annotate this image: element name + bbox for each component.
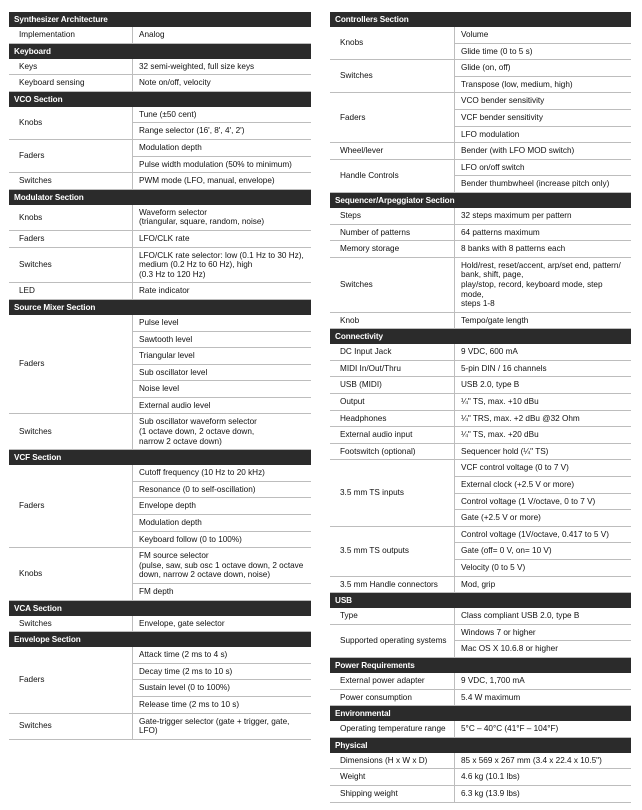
spec-label: Knobs bbox=[330, 27, 455, 60]
spec-value bbox=[133, 283, 312, 300]
spec-label: Faders bbox=[9, 230, 133, 247]
spec-label: Faders bbox=[9, 315, 133, 414]
spec-row bbox=[330, 785, 631, 802]
spec-value bbox=[133, 481, 312, 498]
spec-row bbox=[330, 443, 631, 460]
spec-label: Memory storage bbox=[330, 241, 455, 258]
spec-label: Knobs bbox=[9, 548, 133, 600]
spec-value-line: External audio level bbox=[139, 400, 211, 410]
spec-value-line: Volume bbox=[461, 30, 489, 39]
section-sequencer-arpeggiator-section bbox=[330, 193, 631, 329]
spec-value bbox=[133, 315, 312, 331]
spec-value-line: Control voltage (1 V/octave, 0 to 7 V) bbox=[461, 496, 596, 506]
spec-row bbox=[330, 608, 631, 624]
section-usb bbox=[330, 593, 631, 658]
spec-value bbox=[455, 510, 632, 527]
spec-label: Keyboard sensing bbox=[9, 75, 133, 92]
section-title: Power Requirements bbox=[330, 658, 631, 673]
spec-label: Power consumption bbox=[330, 689, 455, 706]
spec-table bbox=[330, 208, 631, 329]
spec-value bbox=[455, 576, 632, 593]
section-envelope-section bbox=[9, 632, 311, 740]
spec-value-line: 5°C – 40°C (41°F – 104°F) bbox=[461, 724, 559, 734]
spec-value-line: Triangular level bbox=[139, 351, 195, 361]
spec-row bbox=[330, 769, 631, 786]
spec-value-line: bank, shift, page, bbox=[461, 270, 524, 280]
spec-row bbox=[9, 465, 311, 481]
spec-row bbox=[330, 576, 631, 593]
spec-value bbox=[133, 107, 312, 123]
spec-value-line: ¼" TRS, max. +2 dBu @32 Ohm bbox=[461, 413, 580, 423]
spec-row bbox=[9, 139, 311, 156]
spec-value bbox=[455, 560, 632, 577]
spec-label: External audio input bbox=[330, 427, 455, 444]
section-title: VCF Section bbox=[9, 450, 311, 465]
spec-value-line: Pulse width modulation (50% to minimum) bbox=[139, 159, 292, 169]
spec-label: Switches bbox=[9, 414, 133, 450]
spec-value bbox=[133, 663, 312, 680]
spec-value bbox=[455, 241, 632, 258]
spec-value bbox=[133, 531, 312, 548]
spec-label: Faders bbox=[9, 647, 133, 713]
section-title: VCO Section bbox=[9, 92, 311, 107]
spec-table bbox=[9, 107, 311, 190]
spec-value bbox=[455, 493, 632, 510]
spec-row bbox=[9, 315, 311, 331]
spec-value-line: 64 patterns maximum bbox=[461, 227, 540, 237]
spec-value-line: Sub oscillator waveform selector bbox=[139, 417, 257, 427]
section-title: Physical bbox=[330, 738, 631, 753]
spec-row bbox=[330, 460, 631, 477]
spec-label: Supported operating systems bbox=[330, 624, 455, 657]
section-title: Synthesizer Architecture bbox=[9, 12, 311, 27]
spec-value bbox=[133, 173, 312, 190]
spec-label: 3.5 mm TS outputs bbox=[330, 526, 455, 576]
spec-table bbox=[330, 344, 631, 593]
spec-label: MIDI In/Out/Thru bbox=[330, 360, 455, 377]
spec-value-line: VCO bender sensitivity bbox=[461, 96, 545, 106]
spec-value bbox=[133, 123, 312, 140]
spec-label: Faders bbox=[9, 465, 133, 547]
spec-value bbox=[133, 364, 312, 381]
spec-value-line: Velocity (0 to 5 V) bbox=[461, 563, 526, 572]
spec-value bbox=[455, 753, 632, 769]
spec-row bbox=[9, 616, 311, 632]
spec-value-line: 6.3 kg (13.9 lbs) bbox=[461, 788, 520, 798]
spec-value-line: (triangular, square, random, noise) bbox=[139, 217, 265, 227]
spec-label: Handle Controls bbox=[330, 159, 455, 192]
spec-value-line: Pulse level bbox=[139, 317, 179, 327]
spec-value bbox=[133, 397, 312, 414]
spec-value bbox=[455, 93, 632, 110]
section-title: Source Mixer Section bbox=[9, 300, 311, 315]
spec-value-line: Tempo/gate length bbox=[461, 315, 529, 325]
spec-row bbox=[330, 721, 631, 737]
spec-value bbox=[455, 427, 632, 444]
spec-value-line: 4.6 kg (10.1 lbs) bbox=[461, 772, 520, 782]
spec-label: USB (MIDI) bbox=[330, 377, 455, 394]
spec-value-line: Tune (±50 cent) bbox=[139, 109, 197, 119]
spec-row bbox=[330, 27, 631, 43]
spec-value bbox=[133, 75, 312, 92]
spec-value-line: medium (0.2 Hz to 60 Hz), high bbox=[139, 260, 253, 270]
spec-label: Output bbox=[330, 394, 455, 411]
spec-value-line: LFO on/off switch bbox=[461, 162, 525, 172]
spec-value-line: LFO/CLK rate selector: low (0.1 Hz to 30 Hz), bbox=[139, 250, 304, 260]
spec-value bbox=[455, 27, 632, 43]
spec-value bbox=[455, 360, 632, 377]
spec-row bbox=[330, 241, 631, 258]
spec-value bbox=[455, 460, 632, 477]
section-vcf-section bbox=[9, 450, 311, 600]
section-keyboard bbox=[9, 44, 311, 92]
section-physical bbox=[330, 738, 631, 803]
spec-value-line: Release time (2 ms to 10 s) bbox=[139, 699, 240, 709]
spec-value bbox=[133, 515, 312, 532]
section-environmental bbox=[330, 706, 631, 738]
spec-value-line: Bender thumbwheel (increase pitch only) bbox=[461, 179, 610, 189]
spec-value bbox=[133, 647, 312, 663]
spec-value-line: Bender (with LFO MOD switch) bbox=[461, 146, 575, 156]
section-modulator-section bbox=[9, 190, 311, 300]
spec-value-line: FM source selector bbox=[139, 551, 209, 561]
spec-value-line: Transpose (low, medium, high) bbox=[461, 79, 573, 89]
spec-row bbox=[330, 312, 631, 329]
spec-value bbox=[455, 344, 632, 360]
spec-value bbox=[133, 584, 312, 601]
spec-row bbox=[330, 60, 631, 77]
spec-value-line: Mac OS X 10.6.8 or higher bbox=[461, 644, 558, 654]
spec-row bbox=[330, 377, 631, 394]
spec-table bbox=[330, 673, 631, 706]
spec-value-line: LFO/CLK rate bbox=[139, 233, 190, 243]
spec-value bbox=[455, 208, 632, 224]
spec-value-line: (0.3 Hz to 120 Hz) bbox=[139, 269, 206, 279]
spec-label: Wheel/lever bbox=[330, 143, 455, 160]
spec-value bbox=[455, 159, 632, 176]
spec-value bbox=[133, 381, 312, 398]
spec-label: Switches bbox=[9, 713, 133, 739]
spec-value bbox=[455, 176, 632, 193]
spec-value bbox=[133, 156, 312, 173]
section-title: Keyboard bbox=[9, 44, 311, 59]
spec-row bbox=[330, 257, 631, 312]
spec-value bbox=[455, 785, 632, 802]
spec-value bbox=[455, 224, 632, 241]
spec-value-line: VCF bender sensitivity bbox=[461, 112, 543, 122]
spec-row bbox=[330, 753, 631, 769]
spec-label: Weight bbox=[330, 769, 455, 786]
spec-row bbox=[330, 689, 631, 706]
spec-row bbox=[9, 205, 311, 231]
spec-table bbox=[330, 608, 631, 658]
spec-value-line: steps 1-8 bbox=[461, 299, 495, 309]
spec-value-line: 85 x 569 x 267 mm (3.4 x 22.4 x 10.5") bbox=[461, 755, 602, 765]
spec-value bbox=[133, 616, 312, 632]
spec-value-line: Class compliant USB 2.0, type B bbox=[461, 611, 580, 621]
spec-value-line: Resonance (0 to self-oscillation) bbox=[139, 484, 256, 494]
spec-table bbox=[9, 205, 311, 300]
spec-label: Headphones bbox=[330, 410, 455, 427]
spec-table bbox=[330, 27, 631, 193]
spec-value bbox=[455, 443, 632, 460]
spec-value bbox=[455, 543, 632, 560]
spec-value-line: Sawtooth level bbox=[139, 334, 193, 344]
spec-label: Dimensions (H x W x D) bbox=[330, 753, 455, 769]
spec-value bbox=[133, 348, 312, 365]
spec-value bbox=[455, 377, 632, 394]
spec-value-line: play/stop, record, keyboard mode, step mode, bbox=[461, 279, 603, 299]
spec-value bbox=[455, 60, 632, 77]
spec-value-line: Waveform selector bbox=[139, 207, 207, 217]
spec-value bbox=[133, 230, 312, 247]
spec-value bbox=[133, 548, 312, 584]
spec-value-line: Note on/off, velocity bbox=[139, 78, 211, 88]
spec-value-line: Sequencer hold (¼" TS) bbox=[461, 446, 549, 456]
spec-value bbox=[455, 312, 632, 329]
spec-value bbox=[133, 680, 312, 697]
spec-value-line: Analog bbox=[139, 30, 165, 39]
spec-label: Knobs bbox=[9, 107, 133, 140]
spec-row bbox=[330, 224, 631, 241]
spec-table bbox=[9, 465, 311, 600]
spec-label: DC Input Jack bbox=[330, 344, 455, 360]
spec-value bbox=[455, 608, 632, 624]
section-title: Environmental bbox=[330, 706, 631, 721]
spec-row bbox=[330, 208, 631, 224]
spec-row bbox=[9, 107, 311, 123]
section-title: Controllers Section bbox=[330, 12, 631, 27]
spec-table bbox=[9, 315, 311, 450]
spec-value-line: Control voltage (1V/octave, 0.417 to 5 V) bbox=[461, 529, 609, 539]
spec-table bbox=[9, 616, 311, 633]
spec-value bbox=[455, 143, 632, 160]
spec-value bbox=[133, 59, 312, 75]
spec-value-line: 5.4 W maximum bbox=[461, 692, 521, 702]
spec-value-line: Glide time (0 to 5 s) bbox=[461, 46, 533, 56]
spec-value bbox=[133, 139, 312, 156]
spec-table bbox=[9, 59, 311, 92]
section-title: VCA Section bbox=[9, 601, 311, 616]
spec-value-line: External clock (+2.5 V or more) bbox=[461, 480, 575, 490]
spec-value-line: Gate-trigger selector (gate + trigger, gate, LFO) bbox=[139, 716, 290, 736]
spec-table bbox=[330, 721, 631, 738]
spec-value-line: Gate (off= 0 V, on= 10 V) bbox=[461, 546, 552, 556]
spec-value-line: Envelope depth bbox=[139, 501, 196, 511]
spec-row bbox=[9, 75, 311, 92]
section-title: Envelope Section bbox=[9, 632, 311, 647]
spec-label: 3.5 mm Handle connectors bbox=[330, 576, 455, 593]
spec-value bbox=[133, 27, 312, 43]
spec-value bbox=[455, 721, 632, 737]
spec-value bbox=[455, 126, 632, 143]
section-connectivity bbox=[330, 329, 631, 593]
spec-value bbox=[133, 498, 312, 515]
spec-row bbox=[330, 344, 631, 360]
spec-value-line: Gate (+2.5 V or more) bbox=[461, 513, 541, 523]
spec-value-line: Decay time (2 ms to 10 s) bbox=[139, 666, 233, 676]
spec-row bbox=[330, 93, 631, 110]
spec-value bbox=[455, 526, 632, 543]
spec-value bbox=[455, 394, 632, 411]
spec-row bbox=[9, 283, 311, 300]
spec-value-line: PWM mode (LFO, manual, envelope) bbox=[139, 176, 275, 186]
section-title: Modulator Section bbox=[9, 190, 311, 205]
spec-value bbox=[455, 43, 632, 60]
spec-value-line: Hold/rest, reset/accent, arp/set end, pattern/ bbox=[461, 260, 621, 270]
spec-row bbox=[330, 427, 631, 444]
spec-value-line: USB 2.0, type B bbox=[461, 380, 520, 390]
spec-value-line: 9 VDC, 1,700 mA bbox=[461, 675, 525, 685]
spec-label: Knobs bbox=[9, 205, 133, 231]
spec-row bbox=[330, 159, 631, 176]
spec-label: Steps bbox=[330, 208, 455, 224]
spec-value-line: Mod, grip bbox=[461, 579, 496, 589]
spec-value-line: Windows 7 or higher bbox=[461, 627, 536, 637]
spec-row bbox=[330, 143, 631, 160]
spec-value-line: 32 semi-weighted, full size keys bbox=[139, 61, 255, 71]
spec-row bbox=[9, 414, 311, 450]
spec-column-right bbox=[330, 12, 631, 803]
spec-value bbox=[133, 713, 312, 739]
spec-label: External power adapter bbox=[330, 673, 455, 689]
spec-value bbox=[133, 414, 312, 450]
section-synthesizer-architecture bbox=[9, 12, 311, 44]
spec-value-line: (1 octave down, 2 octave down, bbox=[139, 427, 255, 437]
spec-row bbox=[9, 230, 311, 247]
spec-value-line: Attack time (2 ms to 4 s) bbox=[139, 650, 228, 660]
spec-table bbox=[9, 27, 311, 44]
spec-label: Keys bbox=[9, 59, 133, 75]
spec-label: Knob bbox=[330, 312, 455, 329]
spec-value bbox=[133, 247, 312, 283]
spec-value bbox=[133, 331, 312, 348]
spec-value-line: 5-pin DIN / 16 channels bbox=[461, 363, 547, 373]
spec-value bbox=[133, 205, 312, 231]
spec-value-line: Modulation depth bbox=[139, 142, 202, 152]
spec-label: Shipping weight bbox=[330, 785, 455, 802]
spec-label: Type bbox=[330, 608, 455, 624]
spec-label: Switches bbox=[330, 60, 455, 93]
section-title: USB bbox=[330, 593, 631, 608]
spec-label: Implementation bbox=[9, 27, 133, 43]
spec-value-line: Sub oscillator level bbox=[139, 367, 208, 377]
spec-value-line: VCF control voltage (0 to 7 V) bbox=[461, 463, 569, 473]
spec-table bbox=[9, 647, 311, 740]
spec-column-left bbox=[9, 12, 311, 740]
spec-row bbox=[9, 647, 311, 663]
spec-row bbox=[330, 394, 631, 411]
spec-label: Footswitch (optional) bbox=[330, 443, 455, 460]
spec-value-line: (pulse, saw, sub osc 1 octave down, 2 octave bbox=[139, 560, 304, 570]
section-power-requirements bbox=[330, 658, 631, 706]
spec-value-line: Noise level bbox=[139, 384, 180, 394]
spec-value-line: Modulation depth bbox=[139, 518, 202, 528]
spec-value-line: Glide (on, off) bbox=[461, 63, 511, 73]
spec-value-line: FM depth bbox=[139, 587, 174, 596]
spec-value-line: Keyboard follow (0 to 100%) bbox=[139, 534, 242, 544]
spec-row bbox=[9, 713, 311, 739]
section-title: Connectivity bbox=[330, 329, 631, 344]
section-source-mixer-section bbox=[9, 300, 311, 450]
spec-value-line: LFO modulation bbox=[461, 129, 520, 139]
spec-row bbox=[330, 410, 631, 427]
section-title: Sequencer/Arpeggiator Section bbox=[330, 193, 631, 208]
spec-label: Switches bbox=[9, 173, 133, 190]
spec-value bbox=[455, 477, 632, 494]
spec-row bbox=[9, 27, 311, 43]
spec-value bbox=[455, 673, 632, 689]
spec-value bbox=[455, 624, 632, 641]
spec-label: 3.5 mm TS inputs bbox=[330, 460, 455, 526]
spec-value bbox=[455, 257, 632, 312]
spec-label: Operating temperature range bbox=[330, 721, 455, 737]
spec-row bbox=[9, 247, 311, 283]
spec-row bbox=[330, 360, 631, 377]
section-vca-section bbox=[9, 601, 311, 633]
spec-label: LED bbox=[9, 283, 133, 300]
spec-table bbox=[330, 753, 631, 803]
spec-value bbox=[455, 689, 632, 706]
spec-value-line: narrow 2 octave down) bbox=[139, 436, 222, 446]
spec-value-line: ¼" TS, max. +10 dBu bbox=[461, 397, 539, 407]
spec-value bbox=[455, 76, 632, 93]
spec-label: Switches bbox=[9, 616, 133, 632]
spec-label: Number of patterns bbox=[330, 224, 455, 241]
spec-value-line: down, narrow 2 octave down, noise) bbox=[139, 570, 271, 580]
spec-value-line: 9 VDC, 600 mA bbox=[461, 347, 518, 357]
spec-value-line: Envelope, gate selector bbox=[139, 618, 225, 628]
spec-value bbox=[455, 641, 632, 658]
spec-label: Switches bbox=[330, 257, 455, 312]
spec-value-line: Cutoff frequency (10 Hz to 20 kHz) bbox=[139, 468, 265, 478]
spec-value bbox=[455, 769, 632, 786]
spec-value-line: Range selector (16', 8', 4', 2') bbox=[139, 126, 245, 136]
spec-value bbox=[455, 410, 632, 427]
spec-row bbox=[330, 673, 631, 689]
spec-value-line: Rate indicator bbox=[139, 286, 190, 296]
spec-value-line: 32 steps maximum per pattern bbox=[461, 210, 572, 220]
spec-label: Faders bbox=[9, 139, 133, 172]
spec-value-line: 8 banks with 8 patterns each bbox=[461, 244, 566, 254]
section-controllers-section bbox=[330, 12, 631, 193]
spec-value-line: Sustain level (0 to 100%) bbox=[139, 683, 231, 693]
section-vco-section bbox=[9, 92, 311, 190]
spec-row bbox=[9, 548, 311, 584]
spec-value bbox=[455, 109, 632, 126]
spec-value bbox=[133, 465, 312, 481]
spec-label: Faders bbox=[330, 93, 455, 143]
spec-value bbox=[133, 696, 312, 713]
spec-row bbox=[330, 624, 631, 641]
spec-row bbox=[9, 59, 311, 75]
spec-label: Switches bbox=[9, 247, 133, 283]
spec-row bbox=[9, 173, 311, 190]
spec-row bbox=[330, 526, 631, 543]
spec-value-line: ¼" TS, max. +20 dBu bbox=[461, 430, 539, 440]
